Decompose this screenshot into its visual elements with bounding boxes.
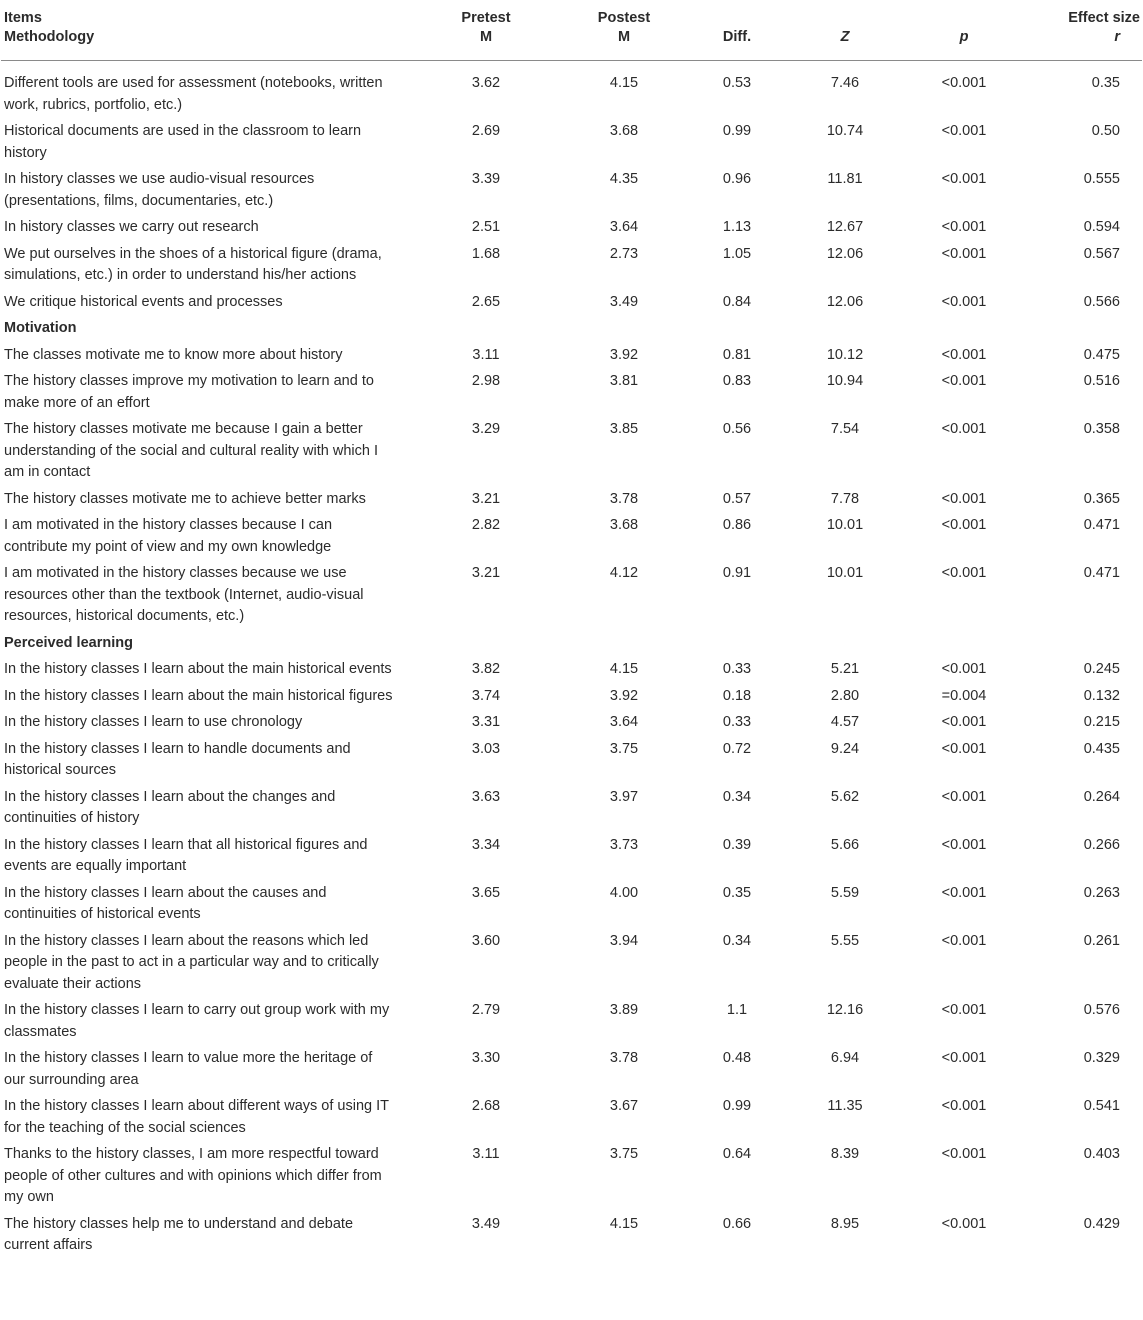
cell-z: 12.67: [826, 219, 864, 235]
cell-diff: 0.33: [722, 714, 752, 730]
cell-z: 12.16: [826, 1002, 864, 1018]
cell-post: 3.81: [609, 373, 639, 389]
header-diff: Diff.: [672, 26, 802, 61]
item-text: In the history classes I learn to carry out group work with my classmates: [4, 1002, 390, 1040]
table-row: [1, 883, 1142, 931]
cell-diff: 0.84: [722, 293, 752, 310]
cell-diff: 0.48: [722, 1050, 752, 1066]
cell-diff: 0.34: [722, 932, 752, 949]
cell-diff: 0.86: [722, 517, 752, 533]
cell-post: 3.64: [609, 714, 639, 730]
cell-pre: 3.65: [471, 884, 501, 901]
cell-r: 0.567: [1083, 245, 1120, 262]
cell-r: 0.576: [1083, 1002, 1120, 1018]
item-text: The classes motivate me to know more about history: [4, 346, 343, 363]
cell-post: 3.64: [609, 219, 639, 235]
header-empty-z: [802, 0, 888, 26]
cell-r: 0.566: [1083, 293, 1120, 310]
cell-pre: 2.98: [471, 373, 501, 389]
cell-p: <0.001: [941, 836, 987, 853]
header-z: Z: [802, 26, 888, 61]
table-row: [1, 419, 1142, 489]
cell-post: 3.94: [609, 932, 639, 949]
cell-p: <0.001: [941, 1002, 987, 1018]
cell-post: 3.68: [609, 123, 639, 139]
cell-post: 3.92: [609, 346, 639, 363]
cell-r: 0.329: [1083, 1050, 1120, 1066]
section-row: [1, 633, 1142, 660]
header-methodology: Methodology: [1, 26, 396, 61]
cell-pre: 2.65: [471, 293, 501, 310]
cell-post: 4.15: [609, 75, 639, 91]
cell-post: 3.73: [609, 836, 639, 853]
cell-z: 7.78: [830, 490, 860, 507]
header-row-2: [1, 26, 1142, 61]
cell-diff: 0.33: [722, 661, 752, 677]
cell-diff: 1.05: [722, 245, 752, 262]
table-row: [1, 686, 1142, 713]
cell-z: 7.46: [830, 75, 860, 91]
cell-pre: 1.68: [471, 245, 501, 262]
cell-z: 12.06: [826, 293, 864, 310]
cell-z: 9.24: [830, 740, 860, 757]
table-row: [1, 1048, 1142, 1096]
cell-p: <0.001: [941, 346, 987, 363]
table-row: [1, 659, 1142, 686]
cell-pre: 2.82: [471, 517, 501, 533]
cell-p: <0.001: [941, 714, 987, 730]
item-text: In the history classes I learn about the main historical figures: [4, 687, 393, 704]
item-text: We critique historical events and processes: [4, 293, 283, 310]
cell-pre: 3.31: [471, 714, 501, 730]
cell-r: 0.264: [1083, 788, 1120, 805]
header-effect-size: Effect size: [1068, 10, 1140, 26]
cell-post: 3.85: [609, 421, 639, 437]
table-body: [1, 61, 1142, 1262]
table-row: [1, 1144, 1142, 1214]
cell-p: <0.001: [941, 788, 987, 805]
cell-post: 3.97: [609, 788, 639, 805]
cell-r: 0.516: [1083, 373, 1120, 389]
cell-z: 5.21: [830, 661, 860, 677]
item-text: I am motivated in the history classes because we use resources other than the textbook (Internet, audio-visual resources, historical documents, etc.): [4, 565, 364, 624]
item-text: We put ourselves in the shoes of a historical figure (drama, simulations, etc.) in order to understand his/her actions: [4, 245, 382, 283]
cell-post: 3.75: [609, 1146, 639, 1162]
header-pretest: Pretest: [461, 10, 511, 26]
cell-pre: 3.21: [471, 565, 501, 581]
item-text: In history classes we use audio-visual resources (presentations, films, documentaries, etc.): [4, 171, 315, 209]
item-text: In the history classes I learn about the main historical events: [4, 661, 392, 677]
header-empty-p: [888, 0, 1040, 26]
table-row: [1, 371, 1142, 419]
cell-pre: 3.11: [472, 1146, 500, 1162]
table-row: [1, 739, 1142, 787]
cell-z: 11.81: [827, 171, 863, 187]
cell-pre: 3.30: [471, 1050, 501, 1066]
cell-diff: 0.66: [722, 1215, 752, 1232]
cell-pre: 3.74: [471, 687, 501, 704]
cell-r: 0.358: [1083, 421, 1120, 437]
header-row-1: [1, 0, 1142, 26]
table-row: [1, 292, 1142, 319]
cell-p: <0.001: [941, 421, 987, 437]
cell-post: 4.35: [609, 171, 639, 187]
table-row: [1, 787, 1142, 835]
item-text: In the history classes I learn to value more the heritage of our surrounding area: [4, 1050, 373, 1088]
cell-diff: 0.81: [722, 346, 752, 363]
cell-diff: 1.13: [722, 219, 752, 235]
cell-post: 4.12: [609, 565, 639, 581]
cell-diff: 0.57: [722, 490, 752, 507]
cell-diff: 0.18: [722, 687, 752, 704]
table-row: [1, 1096, 1142, 1144]
section-row: [1, 318, 1142, 345]
cell-p: <0.001: [941, 123, 987, 139]
cell-p: <0.001: [941, 565, 987, 581]
table-row: [1, 61, 1142, 122]
cell-p: <0.001: [941, 1215, 987, 1232]
header-post-m: M: [576, 26, 672, 61]
table-row: [1, 1214, 1142, 1262]
cell-post: 3.89: [609, 1002, 639, 1018]
cell-r: 0.475: [1083, 346, 1120, 363]
cell-p: <0.001: [941, 1098, 987, 1114]
header-items: Items: [4, 10, 42, 26]
cell-diff: 0.39: [722, 836, 752, 853]
cell-diff: 0.64: [722, 1146, 752, 1162]
cell-r: 0.541: [1083, 1098, 1120, 1114]
cell-z: 7.54: [830, 421, 860, 437]
item-text: In the history classes I learn that all historical figures and events are equally important: [4, 836, 368, 874]
cell-diff: 0.96: [722, 171, 752, 187]
header-pre-m: M: [396, 26, 576, 61]
cell-r: 0.555: [1083, 171, 1120, 187]
item-text: In the history classes I learn to handle documents and historical sources: [4, 740, 351, 778]
cell-p: <0.001: [941, 219, 987, 235]
cell-pre: 3.11: [472, 346, 500, 363]
item-text: The history classes motivate me to achieve better marks: [4, 490, 366, 507]
cell-post: 3.68: [609, 517, 639, 533]
cell-r: 0.50: [1091, 123, 1120, 139]
cell-pre: 3.63: [471, 788, 501, 805]
cell-z: 10.74: [826, 123, 864, 139]
table-row: [1, 931, 1142, 1001]
item-text: In history classes we carry out research: [4, 219, 259, 235]
cell-pre: 2.69: [471, 123, 501, 139]
cell-z: 5.59: [830, 884, 860, 901]
table-row: [1, 835, 1142, 883]
cell-z: 8.95: [830, 1215, 860, 1232]
cell-r: 0.263: [1083, 884, 1120, 901]
cell-pre: 3.34: [471, 836, 501, 853]
cell-p: <0.001: [941, 661, 987, 677]
cell-z: 4.57: [830, 714, 860, 730]
cell-r: 0.365: [1083, 490, 1120, 507]
cell-pre: 3.82: [471, 661, 501, 677]
cell-pre: 3.03: [471, 740, 501, 757]
table-row: [1, 169, 1142, 217]
cell-p: <0.001: [941, 1146, 987, 1162]
cell-diff: 0.99: [722, 1098, 752, 1114]
cell-diff: 0.35: [722, 884, 752, 901]
item-text: Thanks to the history classes, I am more respectful toward people of other cultures and with opinions which differ from my own: [4, 1146, 382, 1205]
section-title: Perceived learning: [4, 634, 133, 651]
cell-p: <0.001: [941, 1050, 987, 1066]
cell-diff: 0.34: [722, 788, 752, 805]
cell-pre: 2.51: [471, 219, 501, 235]
cell-p: <0.001: [941, 884, 987, 901]
cell-pre: 3.39: [471, 171, 501, 187]
cell-pre: 3.49: [471, 1215, 501, 1232]
cell-p: <0.001: [941, 932, 987, 949]
cell-r: 0.594: [1083, 219, 1120, 235]
cell-post: 2.73: [609, 245, 639, 262]
cell-r: 0.471: [1083, 517, 1120, 533]
item-text: I am motivated in the history classes because I can contribute my point of view and my own knowledge: [4, 517, 333, 555]
cell-diff: 0.99: [722, 123, 752, 139]
results-table: [1, 0, 1142, 1262]
table-row: [1, 121, 1142, 169]
cell-r: 0.261: [1083, 932, 1120, 949]
cell-pre: 3.62: [471, 75, 501, 91]
table-row: [1, 489, 1142, 516]
table-row: [1, 563, 1142, 633]
item-text: The history classes improve my motivation to learn and to make more of an effort: [4, 373, 374, 411]
table-row: [1, 1000, 1142, 1048]
cell-r: 0.403: [1083, 1146, 1120, 1162]
item-text: In the history classes I learn about the causes and continuities of historical events: [4, 884, 327, 922]
cell-r: 0.215: [1083, 714, 1120, 730]
cell-r: 0.435: [1083, 740, 1120, 757]
item-text: In the history classes I learn about the changes and continuities of history: [4, 788, 336, 826]
cell-post: 4.15: [609, 661, 639, 677]
cell-r: 0.429: [1083, 1215, 1120, 1232]
cell-p: <0.001: [941, 75, 987, 91]
item-text: In the history classes I learn about different ways of using IT for the teaching of the social sciences: [4, 1098, 389, 1136]
cell-diff: 0.56: [722, 421, 752, 437]
cell-diff: 0.53: [722, 75, 752, 91]
table-header: [1, 0, 1142, 61]
cell-post: 3.78: [609, 1050, 639, 1066]
item-text: The history classes motivate me because I gain a better understanding of the social and cultural reality with which I am in contact: [4, 421, 378, 480]
cell-p: =0.004: [941, 687, 987, 704]
table-row: [1, 515, 1142, 563]
cell-diff: 1.1: [726, 1002, 748, 1018]
cell-z: 5.55: [830, 932, 860, 949]
cell-diff: 0.83: [722, 373, 752, 389]
cell-z: 10.12: [826, 346, 864, 363]
cell-diff: 0.91: [722, 565, 752, 581]
cell-pre: 2.68: [471, 1098, 501, 1114]
cell-p: <0.001: [941, 373, 987, 389]
cell-p: <0.001: [941, 293, 987, 310]
section-title: Motivation: [4, 320, 77, 336]
cell-z: 5.66: [830, 836, 860, 853]
cell-pre: 3.29: [471, 421, 501, 437]
cell-z: 8.39: [830, 1146, 860, 1162]
table-row: [1, 712, 1142, 739]
cell-post: 3.49: [609, 293, 639, 310]
table-row: [1, 217, 1142, 244]
item-text: The history classes help me to understand and debate current affairs: [4, 1215, 354, 1253]
cell-r: 0.35: [1091, 75, 1120, 91]
cell-z: 5.62: [830, 788, 860, 805]
cell-post: 4.15: [609, 1215, 639, 1232]
cell-diff: 0.72: [722, 740, 752, 757]
cell-p: <0.001: [941, 490, 987, 507]
cell-pre: 2.79: [471, 1002, 501, 1018]
cell-z: 6.94: [830, 1050, 860, 1066]
cell-z: 10.94: [826, 373, 864, 389]
item-text: Different tools are used for assessment (notebooks, written work, rubrics, portfolio, etc.): [4, 75, 383, 113]
cell-pre: 3.21: [471, 490, 501, 507]
cell-p: <0.001: [941, 517, 987, 533]
item-text: In the history classes I learn about the reasons which led people in the past to act in a particular way and to critically evaluate their actions: [4, 932, 379, 992]
table-row: [1, 244, 1142, 292]
cell-z: 12.06: [826, 245, 864, 262]
cell-p: <0.001: [941, 740, 987, 757]
cell-post: 3.75: [609, 740, 639, 757]
table-row: [1, 345, 1142, 372]
cell-r: 0.471: [1083, 565, 1120, 581]
item-text: In the history classes I learn to use chronology: [4, 714, 303, 730]
cell-pre: 3.60: [471, 932, 501, 949]
cell-post: 3.67: [609, 1098, 639, 1114]
cell-z: 10.01: [826, 565, 864, 581]
cell-z: 2.80: [830, 687, 860, 704]
header-r: r: [1040, 26, 1142, 61]
header-p: p: [888, 26, 1040, 61]
cell-post: 3.92: [609, 687, 639, 704]
item-text: Historical documents are used in the classroom to learn history: [4, 123, 362, 161]
header-empty-diff: [672, 0, 802, 26]
cell-r: 0.266: [1083, 836, 1120, 853]
cell-p: <0.001: [941, 245, 987, 262]
cell-r: 0.132: [1083, 687, 1120, 704]
header-postest: Postest: [597, 10, 651, 26]
cell-p: <0.001: [941, 171, 987, 187]
cell-post: 3.78: [609, 490, 639, 507]
cell-post: 4.00: [609, 884, 639, 901]
cell-z: 10.01: [826, 517, 864, 533]
cell-z: 11.35: [827, 1098, 863, 1114]
cell-r: 0.245: [1083, 661, 1120, 677]
